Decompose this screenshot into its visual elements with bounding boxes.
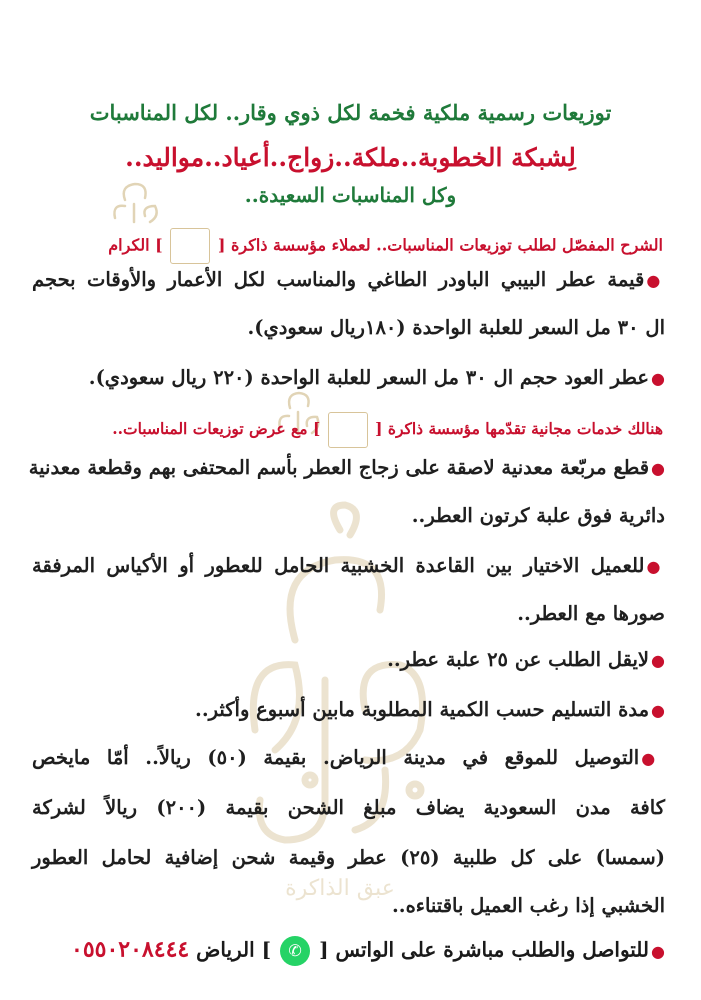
bullet-icon: ● [646,557,665,576]
header-line-3: وكل المناسبات السعيدة.. [244,183,457,207]
bullet-icon: ● [651,701,665,720]
item-7-line-3: (سمسا) على كل طلبية (٢٥) عطر وقيمة شحن إضافية لحامل العطور [32,846,665,869]
contact-line [71,936,665,966]
item-5-line-1 [32,648,665,671]
item-2-text-1: عطر العود حجم ال ٣٠ مل السعر للعلبة الواحدة (٢٢٠ ريال سعودي). [88,366,650,389]
intro-text-end: ] الكرام [108,235,163,255]
item-4-text-1: للعميل الاختيار بين القاعدة الخشبية الحامل للعطور أو الأكياس المرفقة [32,554,645,577]
bullet-icon: ● [641,749,665,768]
intro-text: الشرح المفصّل لطلب توزيعات المناسبات.. لعملاء مؤسسة ذاكرة [ [217,235,663,255]
item-7-text-1: التوصيل للموقع في مدينة الرياض. بقيمة (٥٠) ريالاً.. أمّا مايخص [32,746,640,769]
item-5-text-1: لايقل الطلب عن ٢٥ علبة عطر.. [387,648,650,671]
intro-line [108,228,663,264]
occasions-list: لِشبكة الخطوبة..ملكة..زواج..أعياد..مواليد.. [125,143,576,172]
item-1-text-1: قيمة عطر البيبي الباودر الطاغي والمناسب لكل الأعمار والأوقات بحجم [32,268,645,291]
services-line [112,412,663,448]
logo-box-icon [170,228,210,264]
item-3-text-1: قطع مربّعة معدنية لاصقة على زجاج العطر بأسم المحتفى بهم وقطعة معدنية [28,456,650,479]
item-6-text-1: مدة التسليم حسب الكمية المطلوبة مابين أسبوع وأكثر.. [195,698,650,721]
item-7-line-1 [32,746,665,769]
item-6-line-1 [32,698,665,721]
header-line-1: توزيعات رسمية ملكية فخمة لكل ذوي وقار.. لكل المناسبات [89,100,612,125]
services-text-end: ] مع عرض توزيعات المناسبات.. [112,419,321,438]
contact-text-end: ] الرياض [196,937,272,962]
item-3-line-2: دائرية فوق علبة كرتون العطر.. [411,504,665,527]
whatsapp-icon[interactable]: ✆ [280,936,310,966]
item-1-line-1 [32,268,665,291]
item-1-line-2: ال ٣٠ مل السعر للعلبة الواحدة (١٨٠ريال سعودي). [247,316,665,339]
logo-box-icon [328,412,368,448]
watermark-caption: عبق الذاكرة [285,876,395,901]
bullet-icon: ● [651,651,665,670]
item-2-line-1 [32,366,665,389]
bullet-icon: ● [651,941,665,961]
bullet-icon: ● [651,369,665,388]
item-3-line-1 [28,456,665,479]
item-7-line-4: الخشبي إذا رغب العميل باقتناءه.. [392,894,665,917]
bullet-icon: ● [651,459,665,478]
bullet-icon: ● [646,271,666,290]
item-7-line-2: كافة مدن السعودية يضاف مبلغ الشحن بقيمة (٢٠٠) ريالاً لشركة [32,796,665,819]
header-line-2 [0,143,701,172]
item-4-line-1 [32,554,665,577]
services-text: هنالك خدمات مجانية تقدّمها مؤسسة ذاكرة [ [375,419,663,438]
phone-number[interactable]: ٠٥٥٠٢٠٨٤٤٤ [71,936,190,963]
contact-text: للتواصل والطلب مباشرة على الواتس [ [319,937,650,962]
item-4-line-2: صورها مع العطر.. [517,602,665,625]
